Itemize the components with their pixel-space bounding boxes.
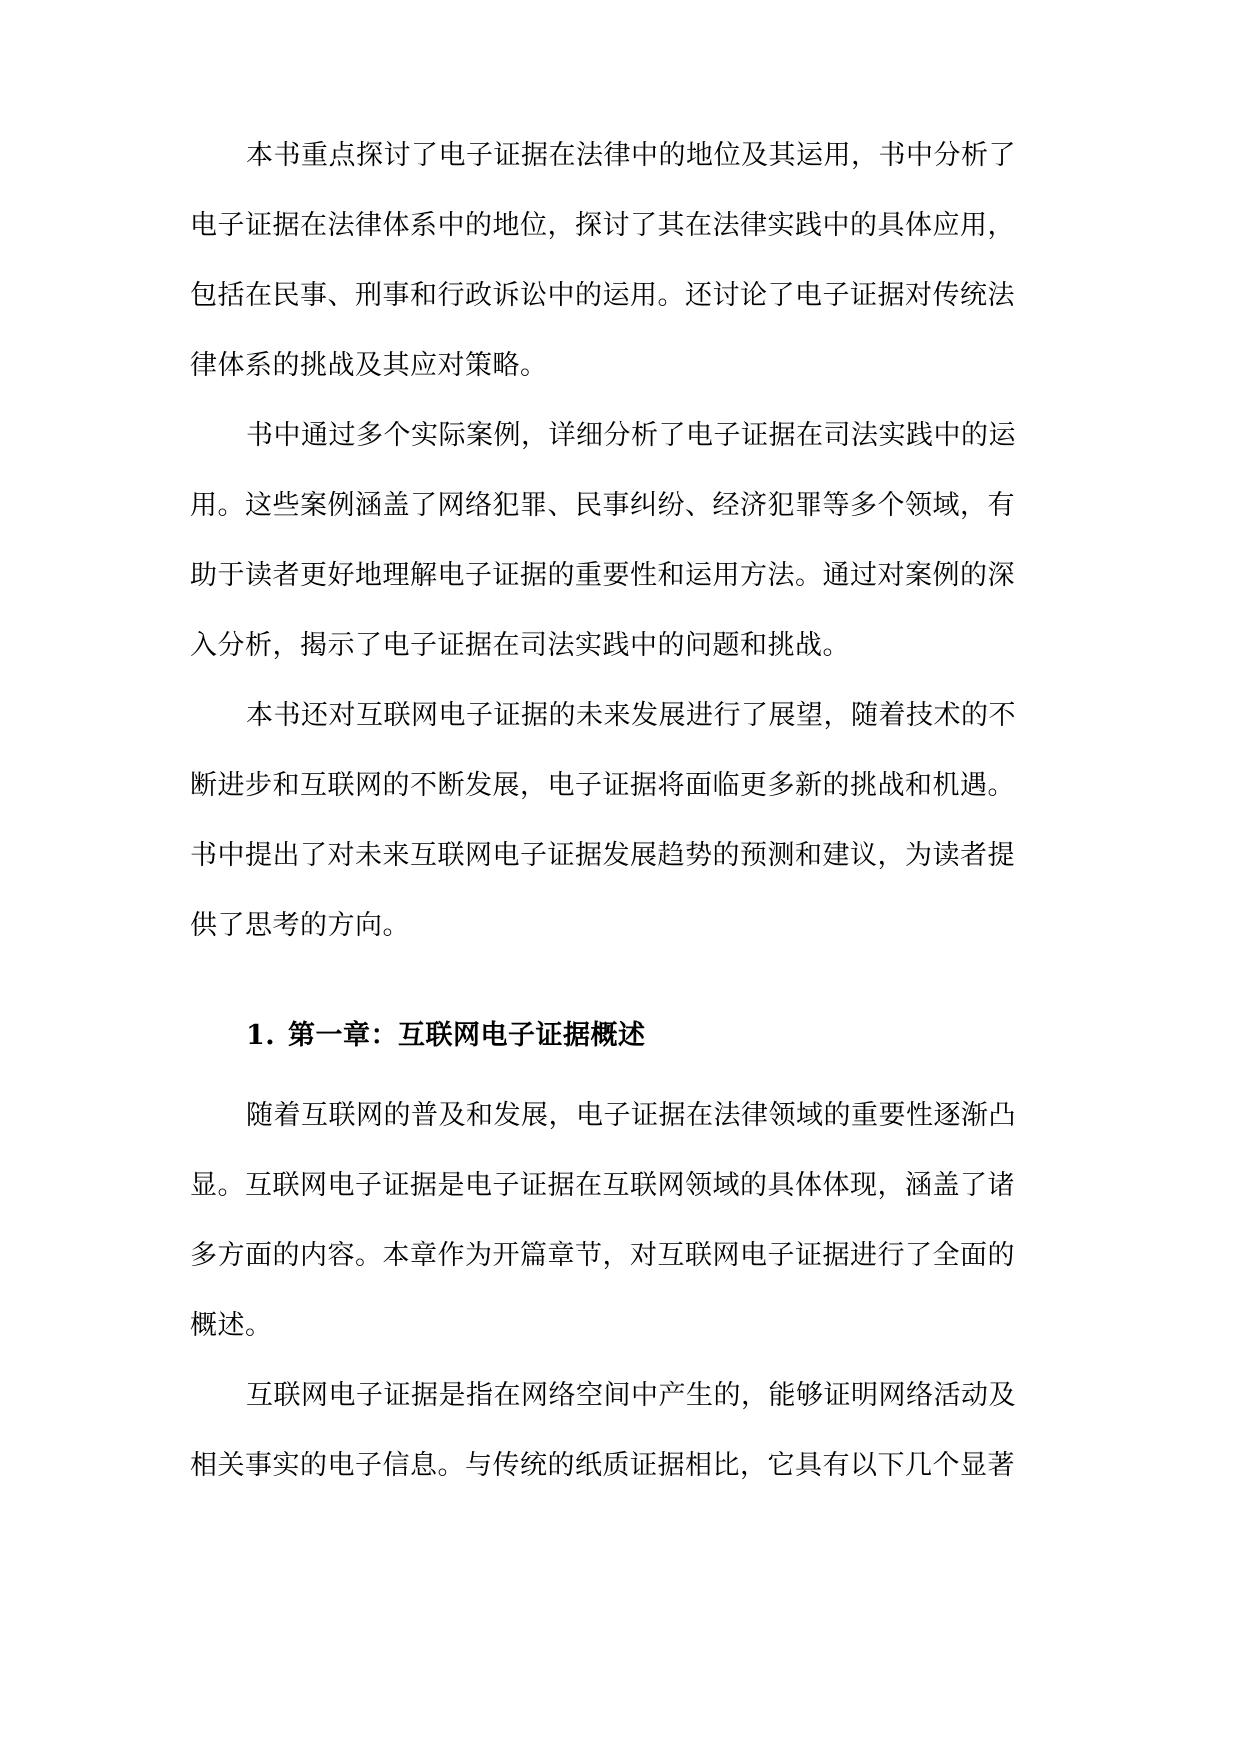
paragraph-1-line-3: 包括在民事、刑事和行政诉讼中的运用。还讨论了电子证据对传统法: [190, 280, 1015, 311]
paragraph-3-line-2: 断进步和互联网的不断发展，电子证据将面临更多新的挑战和机遇。: [190, 770, 1015, 801]
chapter-paragraph-1-line-4: 概述。: [190, 1310, 273, 1341]
paragraph-1-line-4: 律体系的挑战及其应对策略。: [190, 350, 548, 381]
paragraph-1-line-1: 本书重点探讨了电子证据在法律中的地位及其运用，书中分析了: [246, 140, 1016, 171]
paragraph-3-line-1: 本书还对互联网电子证据的未来发展进行了展望，随着技术的不: [246, 700, 1016, 731]
chapter-paragraph-1-line-2: 显。互联网电子证据是电子证据在互联网领域的具体体现，涵盖了诸: [190, 1170, 1015, 1201]
paragraph-3-line-4: 供了思考的方向。: [190, 910, 410, 941]
paragraph-2-line-1: 书中通过多个实际案例，详细分析了电子证据在司法实践中的运: [246, 420, 1016, 451]
chapter-paragraph-2-line-2: 相关事实的电子信息。与传统的纸质证据相比，它具有以下几个显著: [190, 1450, 1015, 1481]
paragraph-3-line-3: 书中提出了对未来互联网电子证据发展趋势的预测和建议，为读者提: [190, 840, 1015, 871]
chapter-paragraph-1-line-1: 随着互联网的普及和发展，电子证据在法律领域的重要性逐渐凸: [246, 1100, 1016, 1131]
paragraph-2-line-3: 助于读者更好地理解电子证据的重要性和运用方法。通过对案例的深: [190, 560, 1015, 591]
chapter-paragraph-1-line-3: 多方面的内容。本章作为开篇章节，对互联网电子证据进行了全面的: [190, 1240, 1015, 1271]
chapter-number: 1.: [246, 1020, 276, 1051]
chapter-paragraph-2-line-1: 互联网电子证据是指在网络空间中产生的，能够证明网络活动及: [246, 1380, 1016, 1411]
chapter-heading: [246, 1006, 1060, 1066]
paragraph-1-line-2: 电子证据在法律体系中的地位，探讨了其在法律实践中的具体应用，: [190, 210, 1015, 241]
chapter-title: 第一章：互联网电子证据概述: [288, 1020, 646, 1051]
paragraph-2-line-4: 入分析，揭示了电子证据在司法实践中的问题和挑战。: [190, 630, 850, 661]
paragraph-2-line-2: 用。这些案例涵盖了网络犯罪、民事纠纷、经济犯罪等多个领域，有: [190, 490, 1015, 521]
